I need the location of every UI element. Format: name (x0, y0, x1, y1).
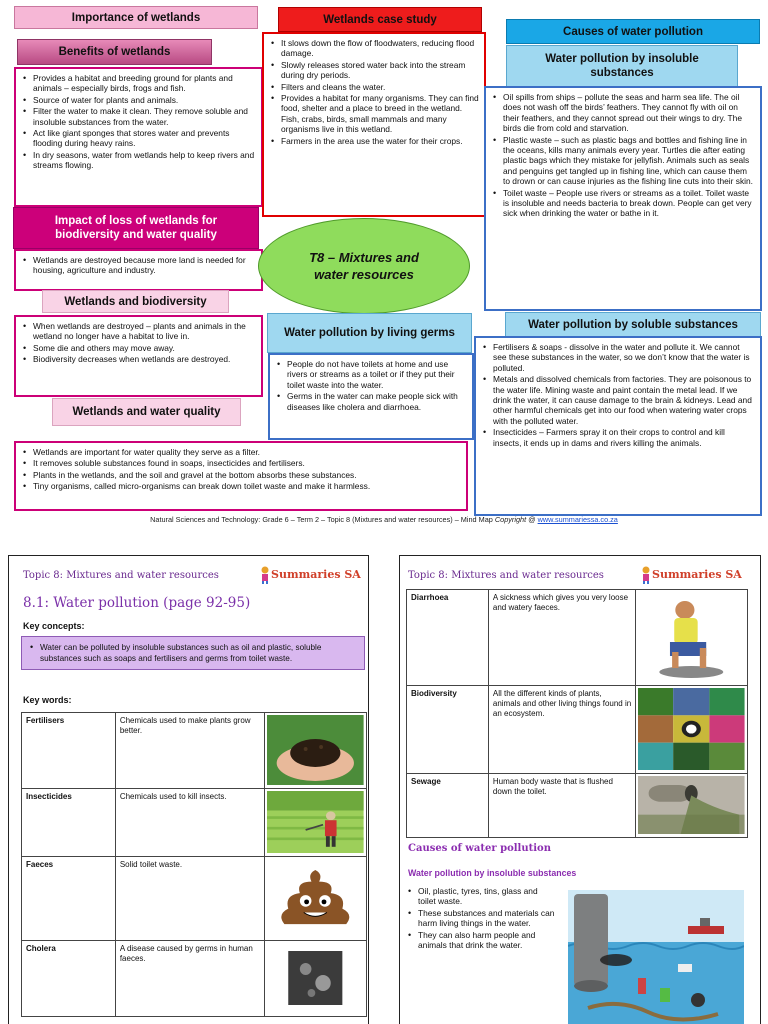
key-concepts-box (21, 636, 365, 670)
benefit-item: • In dry seasons, water from wetlands help to keep rivers and streams flowing. (21, 150, 256, 171)
right-logo-text: Summaries SA (652, 568, 742, 581)
left-keyword-table (21, 712, 367, 1017)
keyword-term: Diarrhoea (407, 590, 489, 686)
insoluble-header: Water pollution by insoluble substances (506, 45, 738, 87)
soluble-item: • Metals and dissolved chemicals from factories. They are poisonous to the water life. Mining waste and paint contain the metal lead. If we drink the water, it can cause damage to the brain & kidneys. Lead and other harmful chemicals get into our food when watering water crops with the polluted water. (481, 374, 755, 426)
keyword-row (407, 686, 748, 774)
insoluble-item: • Toilet waste – People use rivers or streams as a toilet. Toilet waste is insoluble and needs bacteria to break down. People can get very sick when drinking the water or bathe in it. (491, 188, 755, 219)
benefits-header: Benefits of wetlands (17, 39, 212, 65)
keyword-term: Insecticides (22, 789, 116, 857)
keyword-row (22, 789, 367, 857)
keyword-term: Biodiversity (407, 686, 489, 774)
living-list (275, 359, 467, 412)
insoluble-points (406, 886, 556, 951)
right-logo (640, 566, 742, 584)
causes-title: Causes of water pollution (408, 843, 551, 854)
sewage-pipe-image (638, 776, 745, 834)
ocean-pollution-image (568, 890, 744, 1024)
right-page (399, 555, 761, 1024)
benefit-item: • Source of water for plants and animals. (21, 95, 256, 105)
importance-header: Importance of wetlands (14, 6, 258, 29)
keyword-definition: Human body waste that is flushed down the toilet. (488, 774, 636, 838)
soluble-box (474, 336, 762, 516)
biodiversity-collage-image (638, 688, 745, 770)
footer-text: Natural Sciences and Technology: Grade 6 – Term 2 – Topic 8 (Mixtures and water resources) – Mind Map (150, 515, 495, 524)
impact-header: Impact of loss of wetlands for biodiversity and water quality (13, 207, 259, 249)
soluble-item: • Fertilisers & soaps - dissolve in the water and pollute it. We cannot see these substances in the water, so we don’t know that the water is polluted. (481, 342, 755, 373)
impact-box (14, 249, 263, 291)
case-study-list (269, 38, 479, 146)
left-topic: Topic 8: Mixtures and water resources (23, 570, 219, 581)
keyword-row (22, 857, 367, 941)
key-concepts-label: Key concepts: (23, 621, 85, 631)
germs-image (267, 943, 364, 1013)
keyword-definition: Chemicals used to kill insects. (115, 789, 265, 857)
quality-list (21, 447, 461, 492)
insoluble-point: • They can also harm people and animals that drink the water. (406, 930, 556, 951)
quality-item: • Tiny organisms, called micro-organisms can break down toilet waste and make it harmless. (21, 481, 461, 491)
left-logo (259, 566, 361, 584)
case-study-item: • Farmers in the area use the water for their crops. (269, 136, 479, 146)
squatting-man-image (638, 592, 745, 682)
fertiliser-image (267, 715, 364, 785)
wet-bio-box (14, 315, 263, 397)
case-study-header: Wetlands case study (278, 7, 482, 32)
spraying-image (267, 791, 364, 853)
benefits-list (21, 73, 256, 171)
quality-item: • Wetlands are important for water quality they serve as a filter. (21, 447, 461, 457)
right-keyword-table (406, 589, 748, 838)
left-page (8, 555, 369, 1024)
living-germs-item: • Germs in the water can make people sick with diseases like cholera and diarrhoea. (275, 391, 467, 412)
keyword-row (407, 774, 748, 838)
keyword-definition: A sickness which gives you very loose and watery faeces. (488, 590, 636, 686)
causes-header: Causes of water pollution (506, 19, 760, 44)
insoluble-item: • Plastic waste – such as plastic bags and bottles and fishing line in the oceans, kills many animals every year. Turtles die after eating plastic bags which they mistake for jellyfish. Animals such as seals and penguins get tangled up in fishing line, which can cause them to drown or can cause injuries as the fishing line cuts into their skin. (491, 135, 755, 187)
center-ellipse (258, 218, 470, 314)
wet-bio-header: Wetlands and biodiversity (42, 290, 229, 313)
center-title: T8 – Mixtures and water resources (309, 250, 419, 282)
soluble-list (481, 342, 755, 448)
keyword-row (22, 941, 367, 1017)
insoluble-item: • Oil spills from ships – pollute the seas and harm sea life. The oil does not wash off the birds’ feathers. They cannot fly with oil on their feathers, and they cannot spread out their wings to dry. The birds die from cold and starvation. (491, 92, 755, 134)
footer (0, 515, 768, 524)
wet-quality-header: Wetlands and water quality (52, 398, 241, 426)
insoluble-point: • Oil, plastic, tyres, tins, glass and toilet waste. (406, 886, 556, 907)
soluble-item: • Insecticides – Farmers spray it on their crops to control and kill insects, it ends up in dams and rivers killing the animals. (481, 427, 755, 448)
keyword-definition: Chemicals used to make plants grow better. (115, 713, 265, 789)
wet-bio-list (21, 321, 256, 365)
wet-bio-item: • Biodiversity decreases when wetlands are destroyed. (21, 354, 256, 364)
poop-emoji-image (267, 859, 364, 937)
keyword-row (22, 713, 367, 789)
footer-copyright: Copyright @ (494, 515, 538, 524)
case-study-item: • Provides a habitat for many organisms. They can find food, shelter and a place to breed in the wetland. Fish, crabs, birds, small mammals and many organisms live in this wetland. (269, 93, 479, 135)
quality-box (14, 441, 468, 511)
footer-link[interactable]: www.summariessa.co.za (537, 515, 618, 524)
insoluble-box (484, 86, 762, 311)
benefit-item: • Act like giant sponges that stores water and prevents flooding during heavy rains. (21, 128, 256, 149)
logo-figure-icon (259, 566, 271, 584)
left-logo-text: Summaries SA (271, 568, 361, 581)
keyword-term: Fertilisers (22, 713, 116, 789)
case-study-box (262, 32, 486, 217)
benefits-box (14, 67, 263, 207)
impact-item: • Wetlands are destroyed because more land is needed for housing, agriculture and industry. (21, 255, 256, 276)
benefit-item: • Filter the water to make it clean. They remove soluble and insoluble substances from the water. (21, 106, 256, 127)
quality-item: • It removes soluble substances found in soaps, insecticides and fertilisers. (21, 458, 461, 468)
left-section-title: 8.1: Water pollution (page 92-95) (23, 595, 251, 611)
living-header: Water pollution by living germs (267, 313, 472, 353)
impact-list (21, 255, 256, 276)
wet-bio-item: • Some die and others may move away. (21, 343, 256, 353)
insoluble-point: • These substances and materials can harm living things in the water. (406, 908, 556, 929)
logo-figure-icon (640, 566, 652, 584)
case-study-item: • Filters and cleans the water. (269, 82, 479, 92)
keyword-term: Sewage (407, 774, 489, 838)
soluble-header: Water pollution by soluble substances (505, 312, 761, 337)
benefit-item: • Provides a habitat and breeding ground for plants and animals – especially birds, frogs and fish. (21, 73, 256, 94)
keyword-definition: All the different kinds of plants, animals and other living things found in an ecosystem. (488, 686, 636, 774)
keyword-row (407, 590, 748, 686)
case-study-item: • It slows down the flow of floodwaters, reducing flood damage. (269, 38, 479, 59)
case-study-item: • Slowly releases stored water back into the stream during dry periods. (269, 60, 479, 81)
right-topic: Topic 8: Mixtures and water resources (408, 570, 604, 581)
key-concept-text: • Water can be polluted by insoluble substances such as oil and plastic, soluble substances such as soaps and fertilisers and germs from toilet waste. (28, 642, 358, 664)
keyword-term: Faeces (22, 857, 116, 941)
wet-bio-item: • When wetlands are destroyed – plants and animals in the wetland no longer have a habitat to live in. (21, 321, 256, 342)
keyword-definition: A disease caused by germs in human faeces. (115, 941, 265, 1017)
key-words-label: Key words: (23, 695, 72, 705)
keyword-term: Cholera (22, 941, 116, 1017)
living-box (268, 353, 474, 440)
insoluble-list (491, 92, 755, 219)
keyword-definition: Solid toilet waste. (115, 857, 265, 941)
quality-item: • Plants in the wetlands, and the soil and gravel at the bottom absorbs these substances. (21, 470, 461, 480)
insoluble-title: Water pollution by insoluble substances (408, 868, 577, 878)
living-germs-item: • People do not have toilets at home and use rivers or streams as a toilet or if they put their toilet waste into the water. (275, 359, 467, 390)
